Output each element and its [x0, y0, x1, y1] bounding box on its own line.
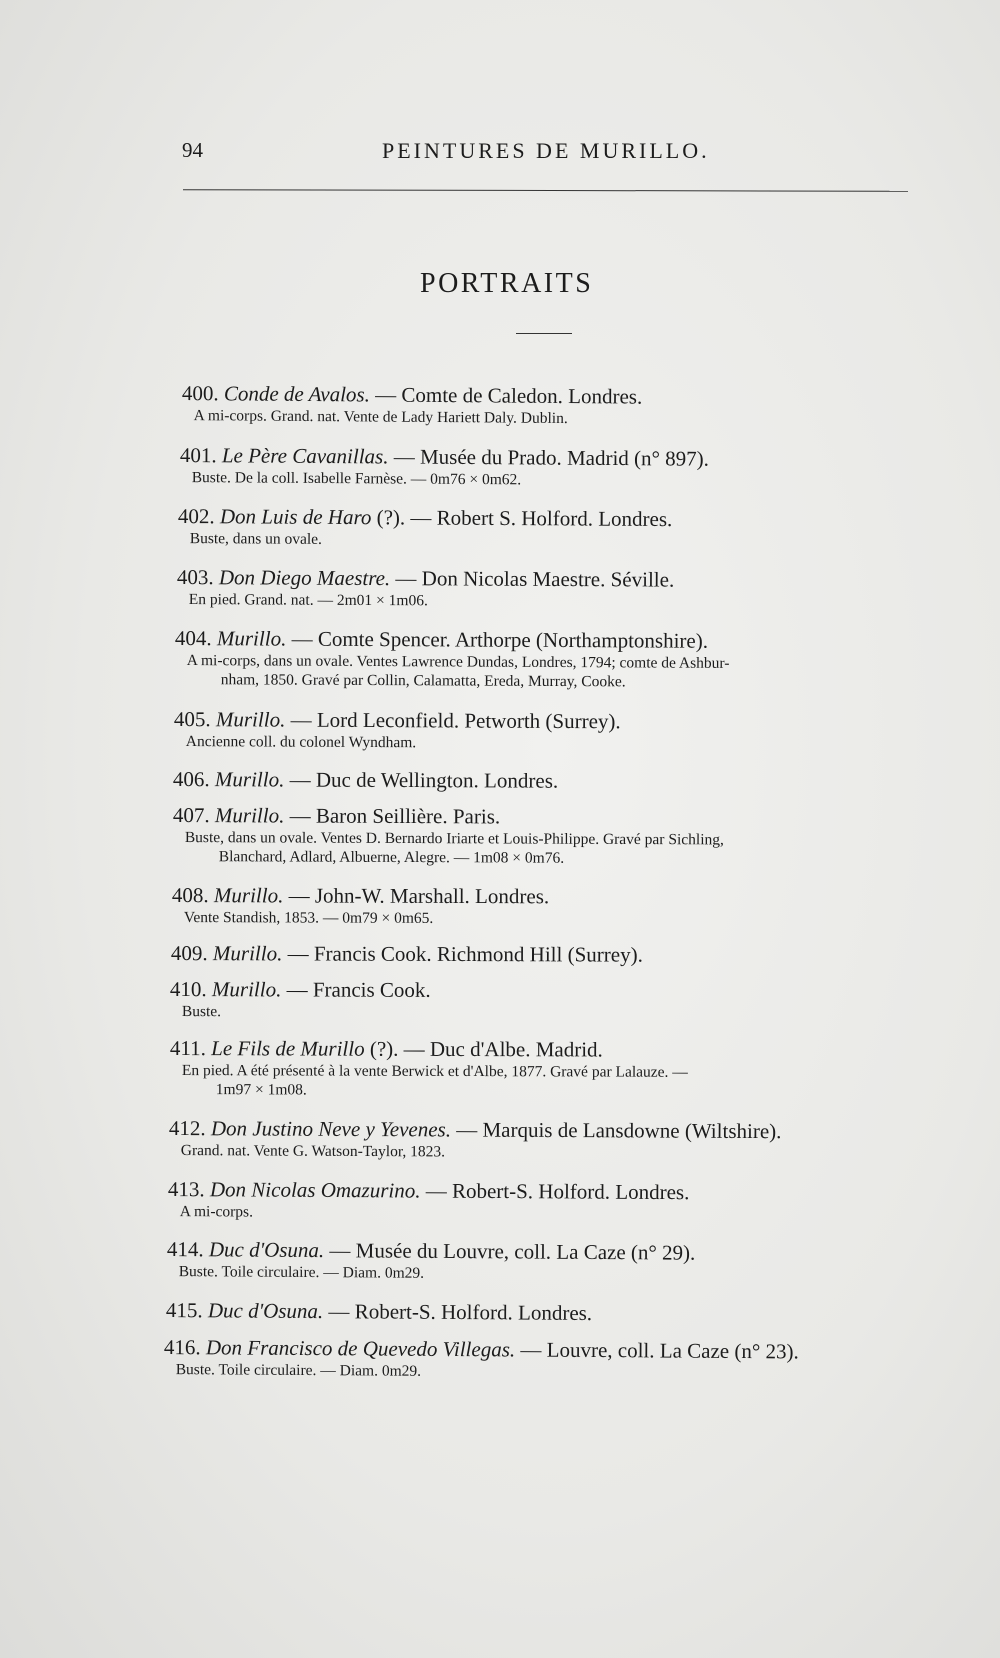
- entry-note-line: En pied. A été présenté à la vente Berwick et d'Albe, 1877. Gravé par Lalauze. —: [181, 1062, 688, 1081]
- entry-note-line: Buste.: [181, 1003, 222, 1021]
- entry-heading: [177, 564, 907, 594]
- entry-heading: [169, 1115, 899, 1145]
- entry-note-line: Buste, dans un ovale. Ventes D. Bernardo Iriarte et Louis-Philippe. Gravé par Sichling,: [184, 829, 724, 849]
- entry-note: [184, 908, 902, 930]
- entry-number: 412.: [168, 1116, 211, 1141]
- catalog-entry: [171, 940, 901, 969]
- entry-number: 408.: [171, 883, 214, 908]
- entry-note: [190, 529, 908, 552]
- entry-title: Don Diego Maestre.: [218, 565, 391, 591]
- entry-title: Murillo.: [216, 626, 287, 651]
- entry-location: — Musée du Prado. Madrid (n° 897).: [388, 444, 710, 471]
- entry-heading: [172, 882, 902, 911]
- catalog-entry: [168, 1176, 898, 1225]
- entry-number: 405.: [173, 707, 216, 732]
- entry-number: 406.: [172, 767, 215, 792]
- entry-location: — Louvre, coll. La Caze (n° 23).: [515, 1337, 799, 1364]
- catalog-entry: [173, 802, 903, 869]
- entry-heading: [170, 1035, 900, 1064]
- catalog-entry: [177, 564, 907, 613]
- catalog-entry: [167, 1236, 897, 1286]
- entry-heading: [170, 976, 900, 1005]
- entry-title: Don Nicolas Omazurino.: [209, 1177, 421, 1203]
- page-number: 94: [182, 138, 203, 162]
- entry-title: Duc d'Osuna.: [207, 1298, 324, 1324]
- entry-note-line: 1m97 × 1m08.: [215, 1081, 307, 1099]
- catalog-entry: [175, 625, 905, 693]
- entry-heading: [175, 625, 905, 655]
- entry-number: 403.: [176, 565, 219, 590]
- entry-heading: [174, 706, 904, 736]
- catalog-entry: [169, 1115, 899, 1164]
- entry-note-line: Grand. nat. Vente G. Watson-Taylor, 1823.: [180, 1142, 446, 1161]
- entry-heading: [168, 1176, 898, 1206]
- entry-note: [187, 651, 905, 693]
- entry-note-line: A mi-corps. Grand. nat. Vente de Lady Hariett Daly. Dublin.: [193, 407, 568, 428]
- entry-number: 413.: [167, 1177, 210, 1202]
- entry-title: Murillo.: [214, 803, 285, 828]
- entry-title: Murillo.: [214, 767, 285, 792]
- entry-location: — Robert-S. Holford. Londres.: [323, 1299, 593, 1325]
- entry-note: [179, 1262, 897, 1286]
- entry-heading: [173, 766, 903, 795]
- entry-note: [185, 828, 903, 869]
- entry-location: — Baron Seillière. Paris.: [284, 803, 501, 829]
- entry-title: Le Fils de Murillo: [211, 1036, 365, 1061]
- entry-location: — Lord Leconfield. Petworth (Surrey).: [285, 707, 621, 734]
- entry-title: Le Père Cavanillas.: [221, 443, 389, 469]
- entry-title: Don Francisco de Quevedo Villegas.: [205, 1335, 516, 1362]
- running-title: PEINTURES DE MURILLO.: [382, 138, 710, 163]
- entry-heading: [171, 940, 901, 969]
- entry-note-line: A mi-corps.: [179, 1203, 254, 1221]
- catalog-entry: [164, 1334, 894, 1384]
- entry-title: Murillo.: [212, 941, 283, 966]
- entry-number: 411.: [169, 1036, 212, 1061]
- entry-note-line: Blanchard, Adlard, Albuerne, Alegre. — 1m08 × 0m76.: [218, 848, 565, 867]
- entry-title: Murillo.: [215, 707, 286, 732]
- entry-number: 415.: [165, 1298, 208, 1323]
- entry-location: — Francis Cook. Richmond Hill (Surrey).: [282, 941, 643, 967]
- entry-location: — Don Nicolas Maestre. Séville.: [390, 566, 675, 592]
- entry-heading: [166, 1297, 896, 1328]
- entry-location: — Musée du Louvre, coll. La Caze (n° 29).: [324, 1238, 696, 1265]
- entry-location: — Comte de Caledon. Londres.: [369, 382, 643, 409]
- entry-title: Duc d'Osuna.: [208, 1237, 325, 1263]
- section-title: PORTRAITS: [420, 268, 594, 299]
- entry-title: Don Luis de Haro: [219, 504, 372, 530]
- entry-note-line: nham, 1850. Gravé par Collin, Calamatta, Ereda, Murray, Cooke.: [220, 671, 626, 691]
- catalog-entry: [170, 976, 900, 1024]
- entry-location: — Duc de Wellington. Londres.: [284, 767, 559, 793]
- entry-title: Murillo.: [213, 883, 284, 908]
- entry-note: [186, 732, 904, 755]
- entry-location: — Francis Cook.: [281, 977, 431, 1002]
- entry-location: — Comte Spencer. Arthorpe (Northamptonshire).: [286, 626, 709, 653]
- entry-note: [192, 468, 910, 492]
- entry-note-line: Buste, dans un ovale.: [189, 530, 323, 548]
- entry-note: [181, 1141, 899, 1164]
- entry-number: 400.: [181, 380, 224, 406]
- entry-note: [189, 590, 907, 613]
- entry-note: [182, 1002, 900, 1024]
- catalog-entry: [180, 442, 910, 492]
- entry-note-line: A mi-corps, dans un ovale. Ventes Lawrence Dundas, Londres, 1794; comte de Ashbur-: [186, 652, 730, 672]
- entry-title: Don Justino Neve y Yevenes.: [210, 1116, 452, 1142]
- entry-title: Murillo.: [211, 977, 282, 1002]
- entry-note-line: Ancienne coll. du colonel Wyndham.: [185, 733, 417, 752]
- catalog-entry: [173, 766, 903, 795]
- entry-heading: [173, 802, 903, 831]
- entry-location: (?). — Duc d'Albe. Madrid.: [364, 1036, 603, 1062]
- entry-note: [180, 1202, 898, 1225]
- entry-note: [182, 1061, 900, 1102]
- entry-location: — Marquis de Lansdowne (Wiltshire).: [450, 1117, 782, 1144]
- entry-note-line: Buste. Toile circulaire. — Diam. 0m29.: [175, 1361, 422, 1380]
- entry-number: 410.: [169, 977, 212, 1002]
- entry-number: 409.: [170, 941, 213, 966]
- entry-note-line: Vente Standish, 1853. — 0m79 × 0m65.: [183, 909, 434, 927]
- catalog-entry: [166, 1297, 896, 1328]
- entry-number: 402.: [177, 503, 220, 529]
- entry-location: — John-W. Marshall. Londres.: [283, 883, 550, 909]
- entry-note-line: Buste. Toile circulaire. — Diam. 0m29.: [178, 1263, 425, 1282]
- entry-number: 416.: [163, 1335, 206, 1360]
- catalog-entry: [182, 380, 912, 431]
- catalog-entry: [174, 706, 904, 755]
- entry-number: 407.: [172, 803, 215, 828]
- entry-note-line: Buste. De la coll. Isabelle Farnèse. — 0m76 × 0m62.: [191, 469, 522, 489]
- entry-note-line: En pied. Grand. nat. — 2m01 × 1m06.: [188, 591, 428, 610]
- catalog-entry: [172, 882, 902, 930]
- catalog-entry: [170, 1035, 900, 1102]
- entry-number: 401.: [179, 442, 222, 468]
- catalog-entry: [178, 503, 908, 552]
- entry-location: (?). — Robert S. Holford. Londres.: [371, 505, 673, 532]
- entry-location: — Robert-S. Holford. Londres.: [420, 1178, 690, 1205]
- entry-number: 414.: [166, 1237, 209, 1262]
- entry-title: Conde de Avalos.: [223, 381, 371, 407]
- entry-number: 404.: [174, 626, 217, 651]
